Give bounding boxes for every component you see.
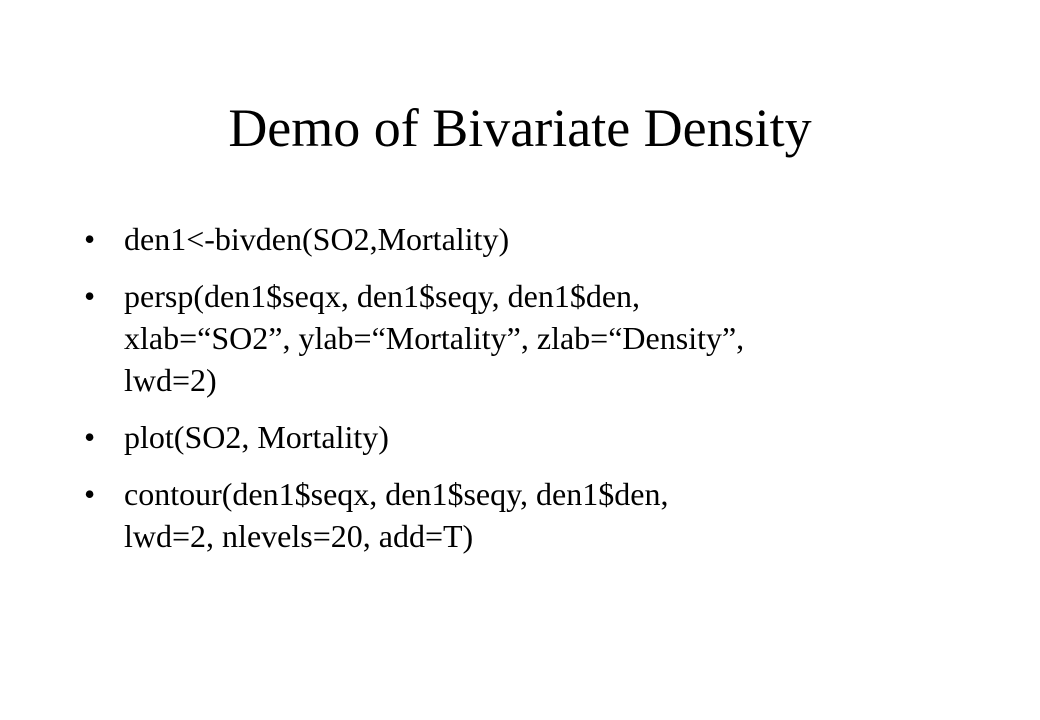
bullet-item-persp (84, 275, 984, 401)
bullet-item-contour (84, 473, 984, 557)
bullet-icon: • (84, 221, 96, 257)
bullet-icon: • (84, 278, 96, 314)
bullet-text-line: xlab=“SO2”, ylab=“Mortality”, zlab=“Density”, (124, 320, 745, 356)
bullet-item-plot (84, 416, 984, 458)
bullet-text-line: lwd=2, nlevels=20, add=T) (124, 518, 474, 554)
bullet-icon: • (84, 476, 96, 512)
bullet-text-line: persp(den1$seqx, den1$seqy, den1$den, (124, 278, 641, 314)
bullet-item-bivden (84, 218, 984, 260)
bullet-text-line: den1<-bivden(SO2,Mortality) (124, 221, 510, 257)
bullet-icon: • (84, 419, 96, 455)
bullet-text-line: contour(den1$seqx, den1$seqy, den1$den, (124, 476, 669, 512)
bullet-text-line: plot(SO2, Mortality) (124, 419, 389, 455)
bullet-list (84, 218, 984, 572)
slide-title: Demo of Bivariate Density (228, 98, 812, 158)
bullet-text-line: lwd=2) (124, 362, 217, 398)
